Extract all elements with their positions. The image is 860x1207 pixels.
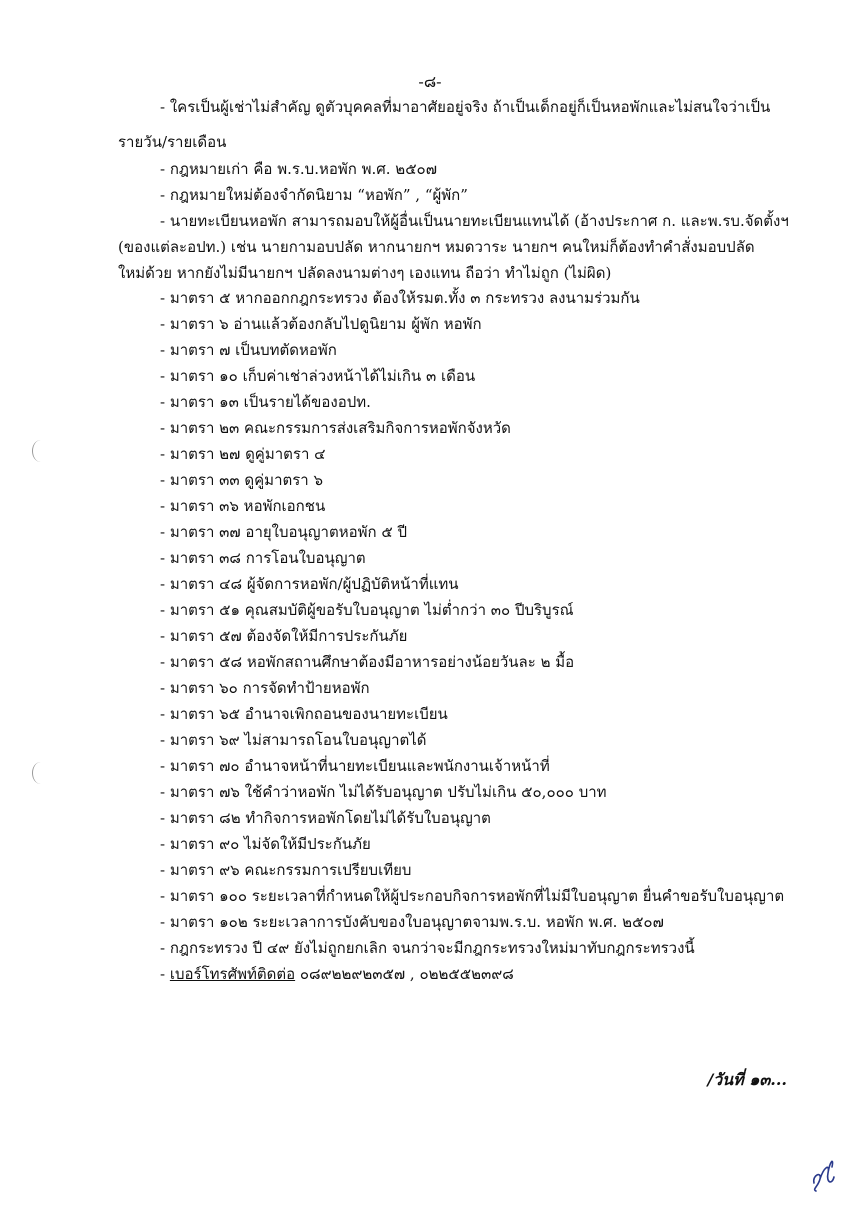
phone-label: เบอร์โทรศัพท์ติดต่อ bbox=[169, 965, 296, 983]
text-line: - มาตรา ๑๐๒ ระยะเวลาการบังคับของใบอนุญาตจามพ.ร.บ. หอพัก พ.ศ. ๒๕๐๗ bbox=[160, 913, 664, 931]
text-line: - มาตรา ๓๖ หอพักเอกชน bbox=[160, 497, 326, 515]
initials-signature bbox=[808, 1153, 838, 1193]
text-line: - มาตรา ๑๓ เป็นรายได้ของอปท. bbox=[160, 393, 371, 411]
text-line: - มาตรา ๑๐๐ ระยะเวลาที่กำหนดให้ผู้ประกอบกิจการหอพักที่ไม่มีใบอนุญาต ยื่นคำขอรับใบอนุญาต bbox=[160, 887, 785, 905]
phone-numbers: ๐๘๙๒๒๙๒๓๕๗ , ๐๒๒๕๕๒๓๙๘ bbox=[299, 965, 514, 983]
text-line: - มาตรา ๙๖ คณะกรรมการเปรียบเทียบ bbox=[160, 861, 412, 879]
text-line: - มาตรา ๓๗ อายุใบอนุญาตหอพัก ๕ ปี bbox=[160, 523, 407, 541]
continuation-marker: /วันที่ ๑๓... bbox=[707, 1070, 787, 1089]
text-line: - มาตรา ๗ เป็นบทตัดหอพัก bbox=[160, 341, 337, 359]
text-line: รายวัน/รายเดือน bbox=[118, 133, 227, 151]
phone-dash: - bbox=[160, 965, 166, 983]
scan-mark bbox=[32, 440, 49, 462]
text-line: - กฎหมายเก่า คือ พ.ร.บ.หอพัก พ.ศ. ๒๕๐๗ bbox=[160, 160, 437, 178]
text-line: - มาตรา ๕๗ ต้องจัดให้มีการประกันภัย bbox=[160, 627, 408, 645]
text-line: - มาตรา ๖ อ่านแล้วต้องกลับไปดูนิยาม ผู้พัก หอพัก bbox=[160, 315, 482, 333]
text-line: - มาตรา ๗๐ อำนาจหน้าที่นายทะเบียนและพนักงานเจ้าหน้าที่ bbox=[160, 757, 550, 775]
text-line: - มาตรา ๕๘ หอพักสถานศึกษาต้องมีอาหารอย่างน้อยวันละ ๒ มื้อ bbox=[160, 653, 575, 671]
text-line: - มาตรา ๓๓ ดูคู่มาตรา ๖ bbox=[160, 471, 324, 489]
text-line: - มาตรา ๕ หากออกกฎกระทรวง ต้องให้รมต.ทั้ง ๓ กระทรวง ลงนามร่วมกัน bbox=[160, 289, 640, 307]
text-line: - มาตรา ๘๒ ทำกิจการหอพักโดยไม่ได้รับใบอนุญาต bbox=[160, 809, 491, 827]
text-line: - มาตรา ๕๑ คุณสมบัติผู้ขอรับใบอนุญาต ไม่ต่ำกว่า ๓๐ ปีบริบูรณ์ bbox=[160, 601, 574, 619]
phone-line bbox=[160, 964, 514, 984]
text-line: ใหม่ด้วย หากยังไม่มีนายกฯ ปลัดลงนามต่างๆ เองแทน ถือว่า ทำไม่ถูก (ไม่ผิด) bbox=[118, 264, 612, 282]
text-line: - กฎหมายใหม่ต้องจำกัดนิยาม “หอพัก” , “ผู้พัก” bbox=[160, 186, 468, 204]
text-line: - กฎกระทรวง ปี ๔๙ ยังไม่ถูกยกเลิก จนกว่าจะมีกฎกระทรวงใหม่มาทับกฎกระทรวงนี้ bbox=[160, 939, 695, 957]
text-line: (ของแต่ละอปท.) เช่น นายกามอบปลัด หากนายกฯ หมดวาระ นายกฯ คนใหม่ก็ต้องทำคำสั่งมอบปลัด bbox=[118, 238, 755, 256]
text-line: - มาตรา ๒๓ คณะกรรมการส่งเสริมกิจการหอพักจังหวัด bbox=[160, 419, 511, 437]
text-line: - มาตรา ๗๖ ใช้คำว่าหอพัก ไม่ได้รับอนุญาต ปรับไม่เกิน ๕๐,๐๐๐ บาท bbox=[160, 783, 607, 801]
text-line: - มาตรา ๒๗ ดูคู่มาตรา ๔ bbox=[160, 445, 326, 463]
text-line: - มาตรา ๙๐ ไม่จัดให้มีประกันภัย bbox=[160, 835, 371, 853]
scan-mark bbox=[32, 762, 49, 784]
text-line: - ใครเป็นผู้เช่าไม่สำคัญ ดูตัวบุคคลที่มาอาศัยอยู่จริง ถ้าเป็นเด็กอยู่ก็เป็นหอพักและไม่สนใจว่าเป็น bbox=[160, 98, 771, 116]
text-line: - นายทะเบียนหอพัก สามารถมอบให้ผู้อื่นเป็นนายทะเบียนแทนได้ (อ้างประกาศ ก. และพ.รบ.จัดตั้งฯ bbox=[160, 212, 789, 230]
text-line: - มาตรา ๖๐ การจัดทำป้ายหอพัก bbox=[160, 679, 370, 697]
text-line: - มาตรา ๑๐ เก็บค่าเช่าล่วงหน้าได้ไม่เกิน ๓ เดือน bbox=[160, 367, 476, 385]
text-line: - มาตรา ๖๙ ไม่สามารถโอนใบอนุญาตได้ bbox=[160, 731, 427, 749]
page-number: -๘- bbox=[418, 72, 442, 91]
text-line: - มาตรา ๓๘ การโอนใบอนุญาต bbox=[160, 549, 366, 567]
text-line: - มาตรา ๖๕ อำนาจเพิกถอนของนายทะเบียน bbox=[160, 705, 448, 723]
text-line: - มาตรา ๔๘ ผู้จัดการหอพัก/ผู้ปฏิบัติหน้าที่แทน bbox=[160, 575, 459, 593]
